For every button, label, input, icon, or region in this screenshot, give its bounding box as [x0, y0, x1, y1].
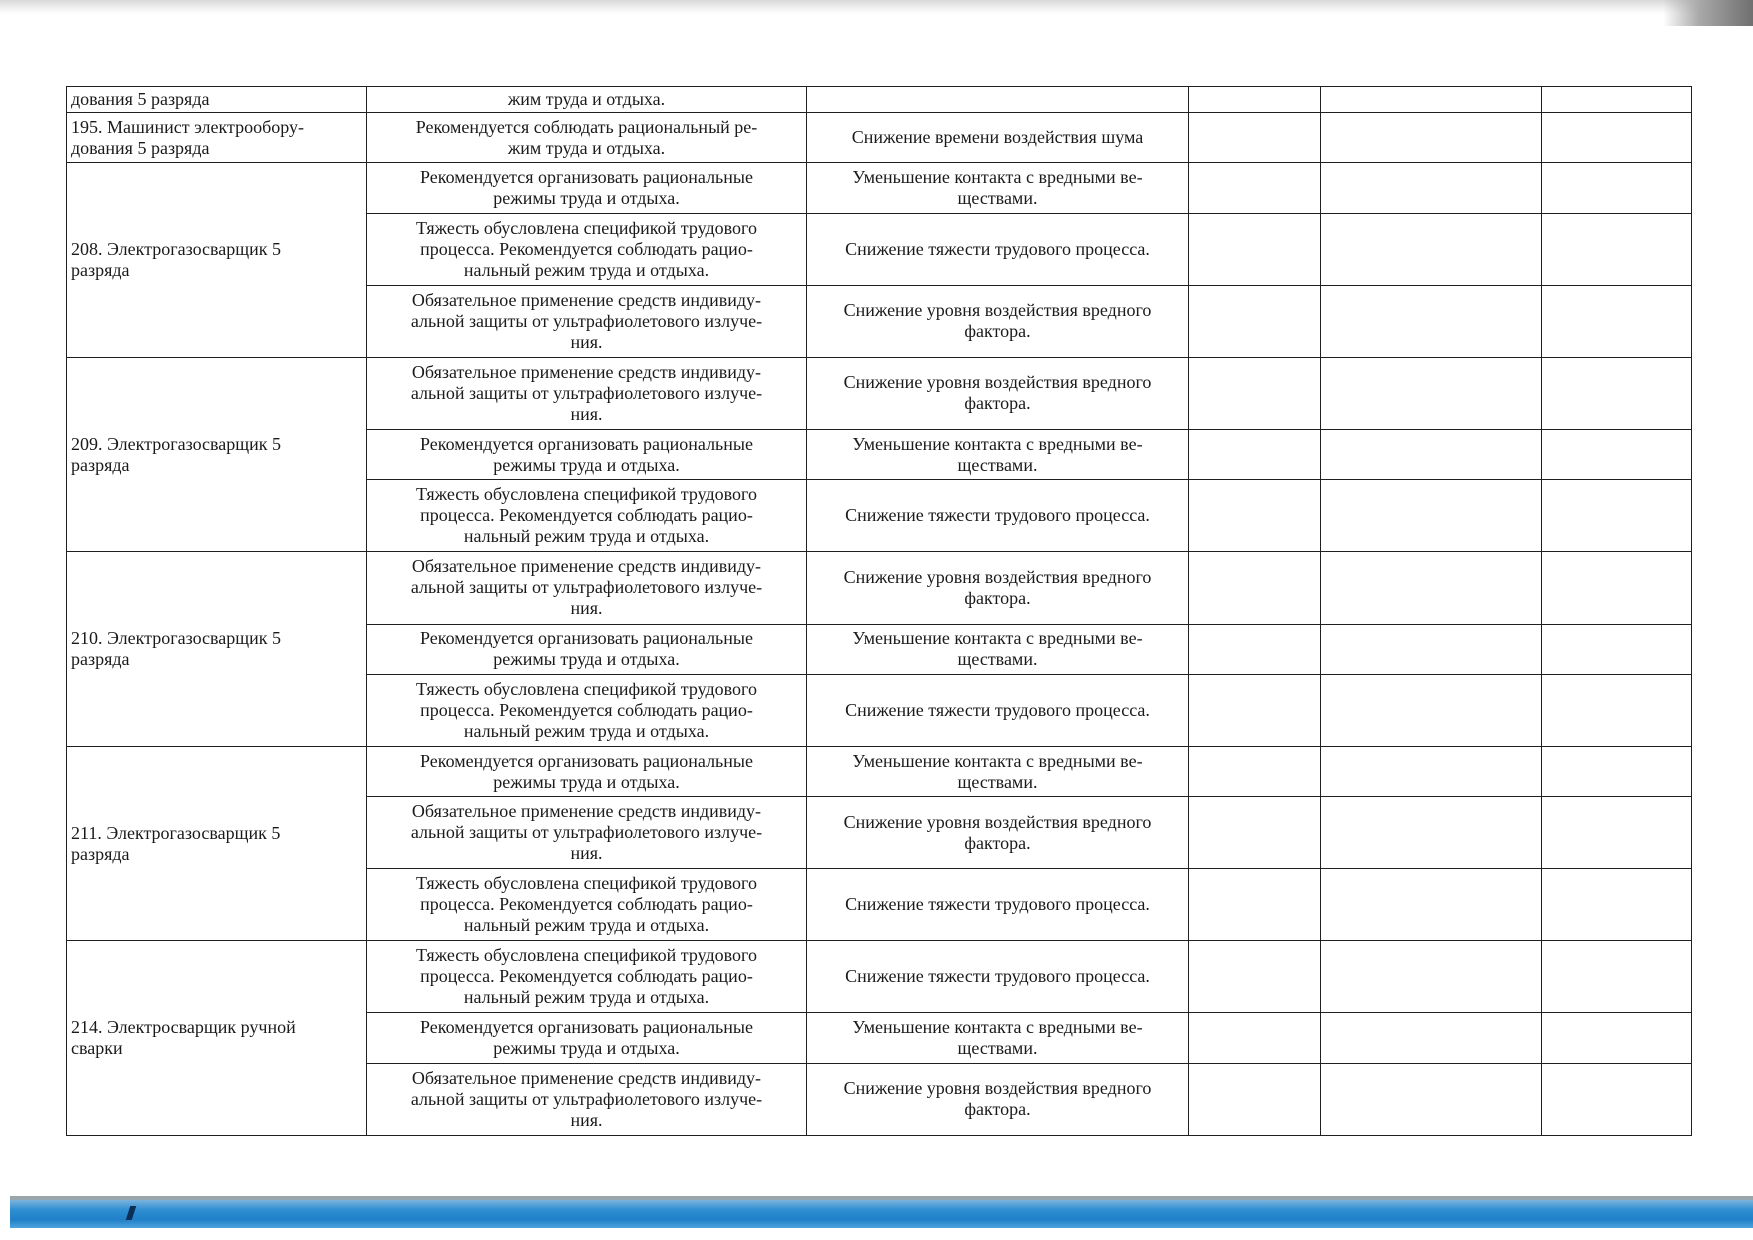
measure-cell: Обязательное применение средств индивиду- альной защиты от ультрафиолетового излуче- ния. [367, 1063, 807, 1135]
note-cell [1542, 430, 1692, 480]
measure-cell: Рекомендуется организовать рациональные режимы труда и отдыха. [367, 1013, 807, 1063]
measure-cell: Рекомендуется организовать рациональные режимы труда и отдыха. [367, 163, 807, 213]
measure-cell: Обязательное применение средств индивиду- альной защиты от ультрафиолетового излуче- ния. [367, 285, 807, 357]
goal-cell: Снижение уровня воздействия вредного фактора. [807, 285, 1189, 357]
goal-cell: Снижение тяжести трудового процесса. [807, 480, 1189, 552]
source-cell [1321, 430, 1542, 480]
measure-cell: Обязательное применение средств индивиду- альной защиты от ультрафиолетового излуче- ния. [367, 552, 807, 624]
goal-cell: Снижение тяжести трудового процесса. [807, 674, 1189, 746]
scan-top-corner-shadow [1663, 0, 1753, 26]
table-row [67, 163, 1692, 213]
job-title-cell: 211. Электрогазосварщик 5 разряда [67, 746, 367, 940]
deadline-cell [1189, 480, 1321, 552]
note-cell [1542, 797, 1692, 869]
source-cell [1321, 113, 1542, 163]
goal-cell: Снижение уровня воздействия вредного фактора. [807, 357, 1189, 429]
source-cell [1321, 285, 1542, 357]
table-row [67, 941, 1692, 1013]
job-title-cell: 210. Электрогазосварщик 5 разряда [67, 552, 367, 746]
deadline-cell [1189, 285, 1321, 357]
job-title-cell: 214. Электросварщик ручной сварки [67, 941, 367, 1136]
source-cell [1321, 797, 1542, 869]
job-title-cell: 195. Машинист электрообору- дования 5 разряда [67, 113, 367, 163]
job-title-cell: 209. Электрогазосварщик 5 разряда [67, 357, 367, 551]
deadline-cell [1189, 1013, 1321, 1063]
source-cell [1321, 1063, 1542, 1135]
goal-cell: Снижение тяжести трудового процесса. [807, 869, 1189, 941]
job-title-cell: дования 5 разряда [67, 87, 367, 113]
measure-cell: Обязательное применение средств индивиду- альной защиты от ультрафиолетового излуче- ния. [367, 357, 807, 429]
goal-cell: Уменьшение контакта с вредными ве- ществами. [807, 1013, 1189, 1063]
measure-cell: Тяжесть обусловлена спецификой трудового процесса. Рекомендуется соблюдать рацио- нальный режим труда и отдыха. [367, 674, 807, 746]
note-cell [1542, 213, 1692, 285]
measure-cell: Рекомендуется соблюдать рациональный ре- жим труда и отдыха. [367, 113, 807, 163]
measure-cell: Тяжесть обусловлена спецификой трудового процесса. Рекомендуется соблюдать рацио- нальный режим труда и отдыха. [367, 941, 807, 1013]
table-row [67, 113, 1692, 163]
measure-cell: Рекомендуется организовать рациональные режимы труда и отдыха. [367, 746, 807, 796]
note-cell [1542, 480, 1692, 552]
note-cell [1542, 624, 1692, 674]
note-cell [1542, 674, 1692, 746]
note-cell [1542, 1063, 1692, 1135]
table-row [67, 357, 1692, 429]
source-cell [1321, 480, 1542, 552]
source-cell [1321, 941, 1542, 1013]
note-cell [1542, 941, 1692, 1013]
deadline-cell [1189, 746, 1321, 796]
document-table [66, 86, 1692, 1136]
deadline-cell [1189, 674, 1321, 746]
deadline-cell [1189, 357, 1321, 429]
source-cell [1321, 1013, 1542, 1063]
source-cell [1321, 674, 1542, 746]
goal-cell: Снижение времени воздействия шума [807, 113, 1189, 163]
table-row [67, 87, 1692, 113]
deadline-cell [1189, 213, 1321, 285]
scan-top-edge [0, 0, 1753, 14]
note-cell [1542, 87, 1692, 113]
source-cell [1321, 357, 1542, 429]
table-body [67, 87, 1692, 1136]
source-cell [1321, 87, 1542, 113]
deadline-cell [1189, 163, 1321, 213]
deadline-cell [1189, 552, 1321, 624]
source-cell [1321, 213, 1542, 285]
deadline-cell [1189, 941, 1321, 1013]
measure-cell: жим труда и отдыха. [367, 87, 807, 113]
goal-cell: Снижение тяжести трудового процесса. [807, 213, 1189, 285]
source-cell [1321, 163, 1542, 213]
table-row [67, 552, 1692, 624]
deadline-cell [1189, 1063, 1321, 1135]
source-cell [1321, 869, 1542, 941]
goal-cell: Снижение тяжести трудового процесса. [807, 941, 1189, 1013]
deadline-cell [1189, 869, 1321, 941]
goal-cell: Снижение уровня воздействия вредного фактора. [807, 1063, 1189, 1135]
deadline-cell [1189, 430, 1321, 480]
note-cell [1542, 163, 1692, 213]
note-cell [1542, 285, 1692, 357]
job-title-cell: 208. Электрогазосварщик 5 разряда [67, 163, 367, 357]
deadline-cell [1189, 87, 1321, 113]
goal-cell: Уменьшение контакта с вредными ве- ществами. [807, 163, 1189, 213]
measure-cell: Тяжесть обусловлена спецификой трудового процесса. Рекомендуется соблюдать рацио- нальный режим труда и отдыха. [367, 869, 807, 941]
source-cell [1321, 746, 1542, 796]
goal-cell: Уменьшение контакта с вредными ве- ществами. [807, 430, 1189, 480]
note-cell [1542, 746, 1692, 796]
measure-cell: Рекомендуется организовать рациональные режимы труда и отдыха. [367, 624, 807, 674]
note-cell [1542, 869, 1692, 941]
deadline-cell [1189, 797, 1321, 869]
scan-bottom-blue-strip [10, 1200, 1753, 1228]
note-cell [1542, 1013, 1692, 1063]
note-cell [1542, 357, 1692, 429]
goal-cell: Снижение уровня воздействия вредного фактора. [807, 552, 1189, 624]
goal-cell [807, 87, 1189, 113]
note-cell [1542, 552, 1692, 624]
deadline-cell [1189, 624, 1321, 674]
measure-cell: Тяжесть обусловлена спецификой трудового процесса. Рекомендуется соблюдать рацио- нальный режим труда и отдыха. [367, 213, 807, 285]
source-cell [1321, 624, 1542, 674]
deadline-cell [1189, 113, 1321, 163]
source-cell [1321, 552, 1542, 624]
note-cell [1542, 113, 1692, 163]
measure-cell: Обязательное применение средств индивиду- альной защиты от ультрафиолетового излуче- ния. [367, 797, 807, 869]
goal-cell: Уменьшение контакта с вредными ве- ществами. [807, 624, 1189, 674]
table-row [67, 746, 1692, 796]
goal-cell: Снижение уровня воздействия вредного фактора. [807, 797, 1189, 869]
measure-cell: Рекомендуется организовать рациональные режимы труда и отдыха. [367, 430, 807, 480]
goal-cell: Уменьшение контакта с вредными ве- ществами. [807, 746, 1189, 796]
measure-cell: Тяжесть обусловлена спецификой трудового процесса. Рекомендуется соблюдать рацио- нальный режим труда и отдыха. [367, 480, 807, 552]
